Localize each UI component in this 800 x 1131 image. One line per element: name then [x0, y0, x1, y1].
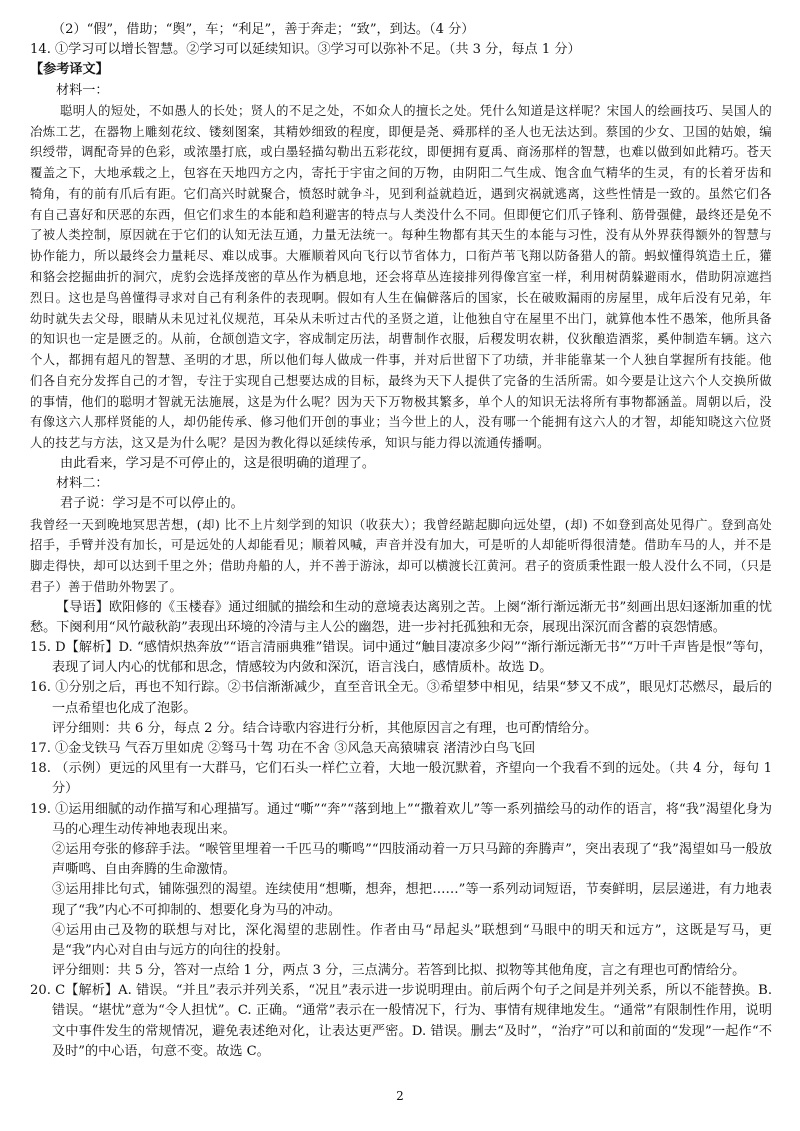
- material1-heading: 材料一：: [56, 82, 109, 98]
- q16-answer: 16. ①分别之后，再也不知行踪。②书信渐渐减少，直至音讯全无。③希望梦中相见，结果“梦又不成”，眼见灯芯燃尽，最后的一点希望也化成了泡影。: [30, 680, 772, 716]
- reference-translation-heading: 【参考译文】: [30, 62, 109, 78]
- q19-scoring-note: 评分细则：共 5 分，答对一点给 1 分，两点 3 分，三点满分。若答到比拟、拟物等其他角度，言之有理也可酌情给分。: [52, 963, 746, 979]
- q19-answer-point2: ②运用夸张的修辞手法。“喉管里埋着一千匹马的嘶鸣”“四肢涌动着一万只马蹄的奔腾声”，突出表现了“我”渴望如马一般放声嘶鸣、自由奔腾的生命激情。: [52, 841, 772, 878]
- q18-answer: 18. （示例）更远的风里有一大群马，它们石头一样伫立着，大地一般沉默着，齐望向一个我看不到的远处。（共 4 分，每句 1 分）: [30, 761, 772, 797]
- page-number: 2: [396, 1089, 404, 1103]
- q19-answer-point3: ③运用排比句式，铺陈强烈的渴望。连续使用“想嘶，想奔，想把……”等一系列动词短语，节奏鲜明，层层递进，有力地表现了“我”内心不可抑制的、想要化身为马的冲动。: [52, 882, 772, 918]
- answer-key-content: [30, 20, 772, 1062]
- q19-answer-point1: 19. ①运用细腻的动作描写和心理描写。通过“嘶”“奔”“落到地上”“撒着欢儿”等一系列描绘马的动作的语言，将“我”渴望化身为马的心理生动传神地表现出来。: [30, 801, 772, 837]
- material2-heading: 材料二：: [56, 476, 109, 492]
- material2-quote: 君子说：学习是不可以停止的。: [60, 496, 244, 512]
- q15-answer: 15. D【解析】D. “感情炽热奔放”“语言清丽典雅”错误。词中通过“触目凄凉多少闷”“渐行渐远渐无书”“万叶千声皆是恨”等句，表现了词人内心的忧郁和思念，情感较为内敛和深沉，语言浅白，感情质朴。故选 D。: [30, 640, 772, 676]
- poem-guide-text: 【导语】欧阳修的《玉楼春》通过细腻的描绘和生动的意境表达离别之苦。上阕“渐行渐远渐无书”刻画出思妇逐渐加重的忧愁。下阕利用“风竹敲秋韵”表现出环境的冷清与主人公的幽怨，进一步衬托孤独和无奈，展现出深沉而含蓄的哀怨情感。: [30, 599, 772, 635]
- q14-answer: 14. ①学习可以增长智慧。②学习可以延续知识。③学习可以弥补不足。（共 3 分，每点 1 分）: [30, 42, 581, 58]
- q20-answer: 20. C【解析】A. 错误。“并且”表示并列关系，“况且”表示进一步说明理由。前后两个句子之间是并列关系，所以不能替换。B. 错误。“堪忧”意为“令人担忧”。C. 正确。“通常”表示在一般情况下，行为、事情有规律地发生。“通常”有限制性作用，说明文中事件发生的常规情况，避免表述绝对化，让表达更严密。D. 错误。删去“及时”，“治疗”可以和前面的“发现”一起作“不及时”的中心语，句意不变。故选 C。: [30, 983, 772, 1059]
- q13-part2-answer: （2）“假”，借助；“舆”，车；“利足”，善于奔走；“致”，到达。（4 分）: [52, 22, 475, 37]
- q17-answer: 17. ①金戈铁马 气吞万里如虎 ②驽马十驾 功在不舍 ③风急天高猿啸哀 渚清沙白鸟飞回: [30, 741, 536, 757]
- material2-translation: 我曾经一天到晚地冥思苦想，(却) 比不上片刻学到的知识（收获大）；我曾经踮起脚向远处望，(却) 不如登到高处见得广。登到高处招手，手臂并没有加长，可是远处的人却能看见；顺着风喊，声音并没有加大，可是听的人却能听得很清楚。借助车马的人，并不是脚走得快，却可以达到千里之外；借助舟船的人，并不善于游泳，却可以横渡长江黄河。君子的资质秉性跟一般人没什么不同，（只是君子）善于借助外物罢了。: [30, 517, 772, 594]
- material1-conclusion: 由此看来，学习是不可停止的，这是很明确的道理了。: [60, 456, 375, 472]
- q16-scoring-note: 评分细则：共 6 分，每点 2 分。结合诗歌内容进行分析，其他原因言之有理，也可酌情给分。: [52, 720, 598, 736]
- q19-answer-point4: ④运用由己及物的联想与对比，深化渴望的悲剧性。作者由马“昂起头”联想到“马眼中的明天和远方”，这既是写马，更是“我”内心对自由与远方的向往的投射。: [52, 922, 772, 958]
- material1-translation: 聪明人的短处，不如愚人的长处；贤人的不足之处，不如众人的擅长之处。凭什么知道是这样呢？宋国人的绘画技巧、吴国人的冶炼工艺，在器物上雕刻花纹、镂刻图案，其精妙细致的程度，即便是尧、舜那样的圣人也无法达到。蔡国的少女、卫国的姑娘，编织绶带，调配奇异的色彩，或浓墨打底，或白墨轻描勾勒出五彩花纹，即便拥有夏禹、商汤那样的智慧，也难以做到如此精巧。苍天覆盖之下，大地承载之上，包容在天地四方之内，寄托于宇宙之间的万物，由阴阳二气生成、饱含血气精华的生灵，有的长着牙齿和犄角，有的前有爪后有距。它们高兴时就聚合，愤怒时就争斗，见到利益就趋近，遇到灾祸就逃离，这些性情是一致的。虽然它们各有自己喜好和厌恶的东西，但它们求生的本能和趋利避害的特点与人类没什么不同。但即便它们爪子锋利、筋骨强健，最终还是免不了被人类控制，原因就在于它们的认知无法互通，力量无法统一。每种生物都有其天生的本能与习性，没有从外界获得额外的智慧与协作能力，所以最终会力量耗尽、难以成事。大雁顺着风向飞行以节省体力，口衔芦苇飞翔以防备猎人的箭。蚂蚁懂得筑造土丘，獾和貉会挖掘曲折的洞穴，虎豹会选择茂密的草丛作为栖息地，还会将草丛连接排列得像宫室一样，利用树荫躲避雨水，借助阴凉遮挡烈日。这也是鸟兽懂得寻求对自己有利条件的表现啊。假如有人生在偏僻落后的国家，长在破败漏雨的房屋里，成年后没有兄弟，年幼时就失去父母，眼睛从未见过礼仪规范，耳朵从未听过古代的圣贤之道，让他独自守在屋里不出门，就算他本性不愚笨，他所具备的知识也一定是匮乏的。从前，仓颉创造文字，容成制定历法，胡曹制作衣服，后稷发明农耕，仪狄酿造酒浆，奚仲制造车辆。这六个人，都拥有超凡的智慧、圣明的才思，所以他们每人做成一件事，并对后世留下了功绩，并非能靠某一个人独自掌握所有技能。他们各自充分发挥自己的才智，专注于实现自己想要达成的目标，最终为天下人提供了完备的生活所需。如今要是让这六个人交换所做的事情，他们的聪明才智就无法施展，这是为什么呢？因为天下万物极其繁多，单个人的知识无法将所有事物都涵盖。周朝以后，没有像这六人那样贤能的人，却仍能传承、修习他们开创的事业；当今世上的人，没有哪一个能拥有这六人的才智，却能知晓这六位贤人的技艺与方法，这又是为什么呢？是因为教化得以延续传承，知识与能力得以流通传播啊。: [30, 103, 772, 451]
